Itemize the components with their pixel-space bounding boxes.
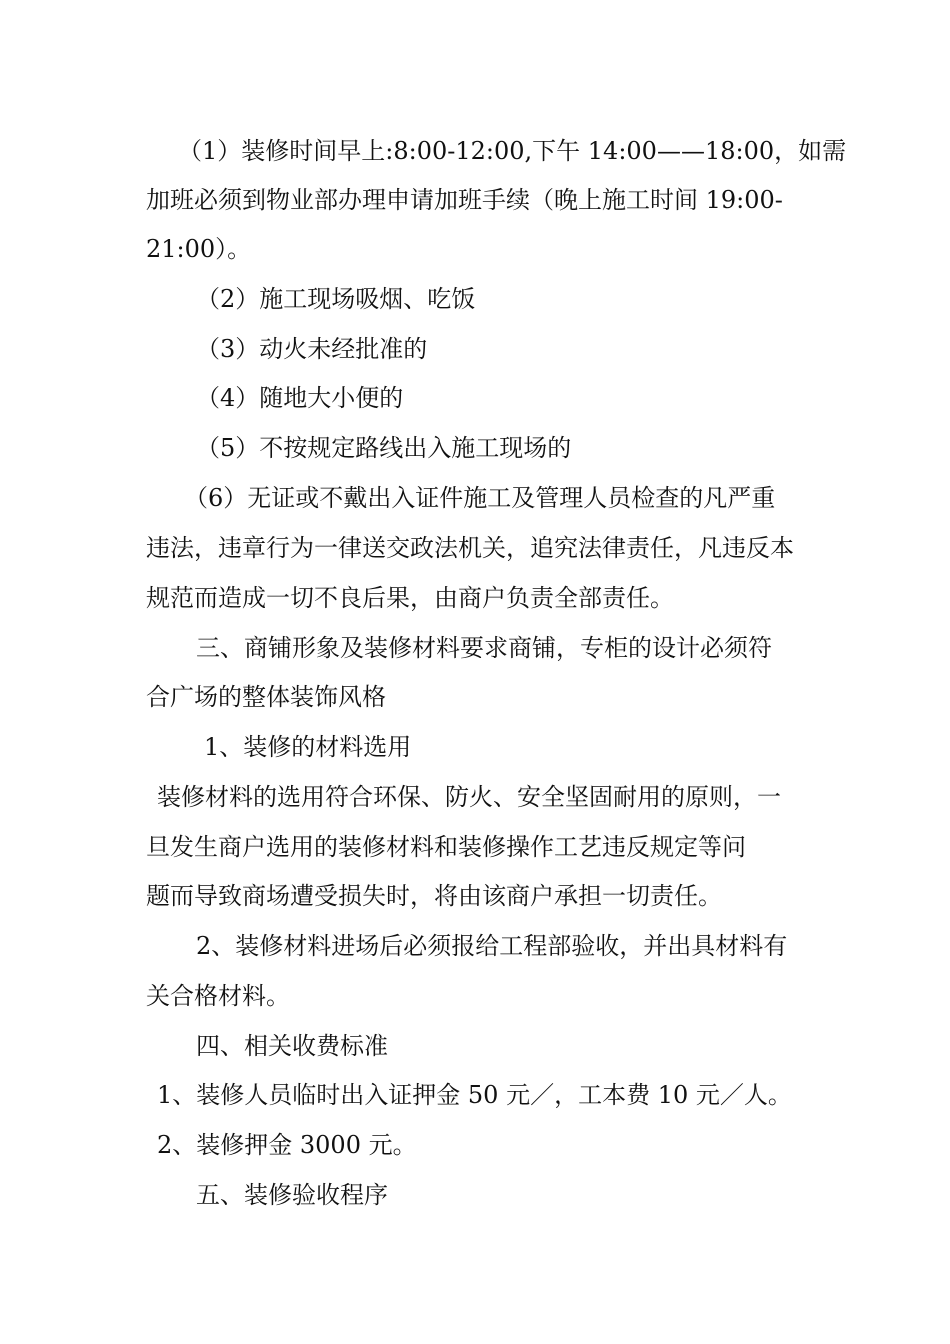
- text-line: 旦发生商户选用的装修材料和装修操作工艺违反规定等问: [146, 833, 746, 861]
- text-line: （1）装修时间早上:8:00-12:00,下午 14:00——18:00，如需: [178, 137, 847, 165]
- text-line: 规范而造成一切不良后果，由商户负责全部责任。: [146, 584, 674, 612]
- text-line: 2、装修押金 3000 元。: [157, 1131, 417, 1159]
- text-line: 三、商铺形象及装修材料要求商铺，专柜的设计必须符: [196, 634, 772, 662]
- text-line: （4）随地大小便的: [196, 384, 404, 412]
- text-line: 1、装修的材料选用: [204, 733, 412, 761]
- text-line: 五、装修验收程序: [196, 1181, 388, 1209]
- text-line: （3）动火未经批准的: [196, 335, 428, 363]
- text-line: （6）无证或不戴出入证件施工及管理人员检查的凡严重: [184, 484, 776, 512]
- text-line: 2、装修材料进场后必须报给工程部验收，并出具材料有: [196, 932, 788, 960]
- text-line: 装修材料的选用符合环保、防火、安全坚固耐用的原则，一: [157, 783, 781, 811]
- text-line: 1、装修人员临时出入证押金 50 元／，工本费 10 元／人。: [157, 1081, 792, 1109]
- text-line: 合广场的整体装饰风格: [146, 683, 386, 711]
- text-line: 关合格材料。: [146, 982, 290, 1010]
- text-line: （5）不按规定路线出入施工现场的: [196, 434, 572, 462]
- text-line: （2）施工现场吸烟、吃饭: [196, 285, 476, 313]
- text-line: 21:00）。: [146, 235, 252, 263]
- text-line: 违法，违章行为一律送交政法机关，追究法律责任，凡违反本: [146, 534, 794, 562]
- text-line: 四、相关收费标准: [196, 1032, 388, 1060]
- text-line: 题而导致商场遭受损失时，将由该商户承担一切责任。: [146, 882, 722, 910]
- text-line: 加班必须到物业部办理申请加班手续（晚上施工时间 19:00-: [146, 186, 783, 214]
